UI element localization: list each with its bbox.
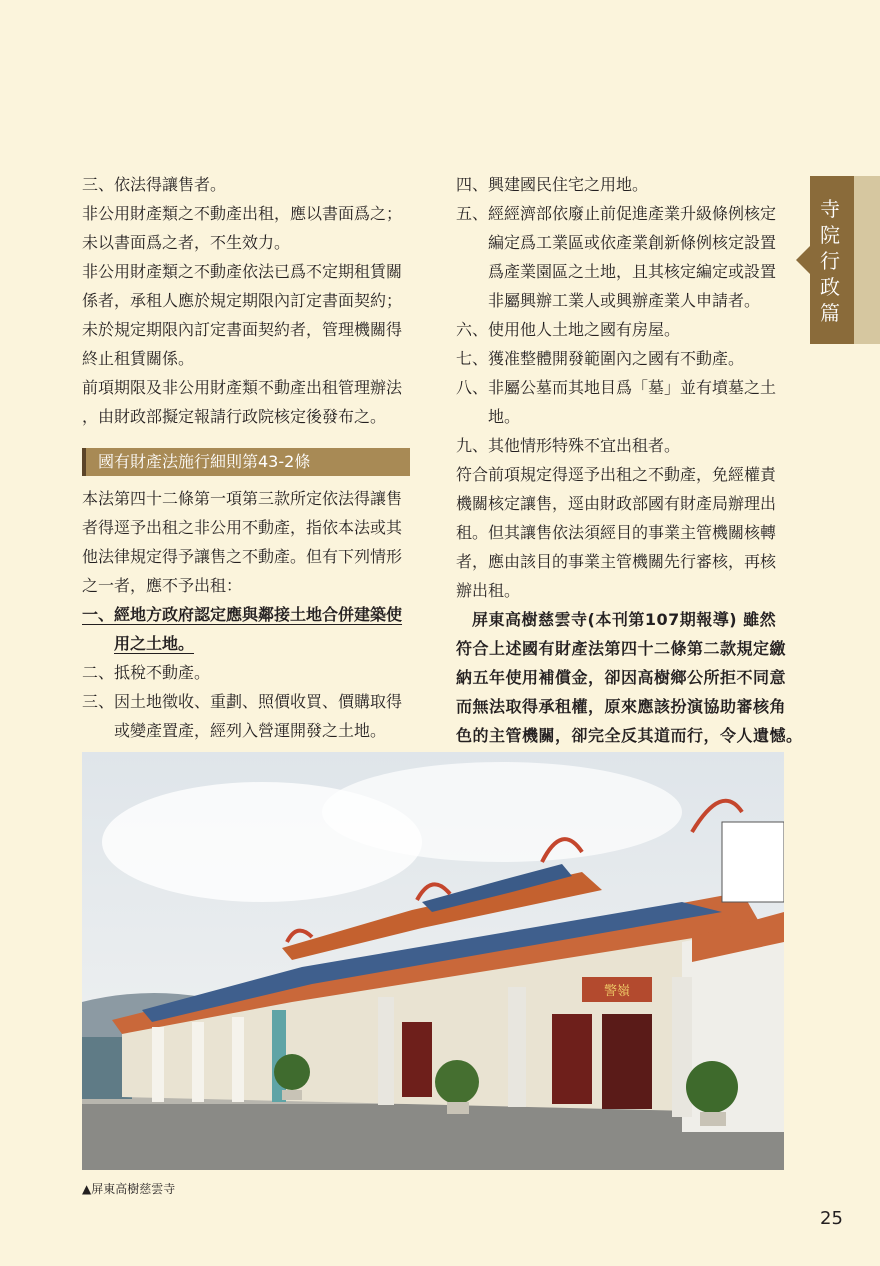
list-item-7: 七、獲准整體開發範圍內之國有不動產。 <box>456 349 745 368</box>
editor-note-line: 而無法取得承租權，原來應該扮演協助審核角 <box>456 697 787 716</box>
list-item-6: 六、使用他人土地之國有房屋。 <box>456 320 681 339</box>
photo-caption: ▲屏東高樹慈雲寺 <box>82 1182 176 1196</box>
text-line: 非公用財產類之不動產依法已爲不定期租賃關 <box>82 262 403 281</box>
right-column <box>456 170 803 750</box>
editor-note-line: 色的主管機關，卻完全反其道而行，令人遺憾。 <box>456 726 803 745</box>
list-item-3-cont: 或變產置產，經列入營運開發之土地。 <box>114 721 387 740</box>
list-item-5-cont: 爲產業園區之土地，且其核定編定或設置 <box>488 262 777 281</box>
tab-edge-strip <box>854 176 880 344</box>
list-item-1 <box>82 600 412 629</box>
text-line: 本法第四十二條第一項第三款所定依法得讓售 <box>82 489 403 508</box>
text-line: 符合前項規定得逕予出租之不動產，免經權責 <box>456 465 777 484</box>
text-line: 之一者，應不予出租： <box>82 576 243 595</box>
editor-note-line: 符合上述國有財產法第四十二條第二款規定繳 <box>456 639 787 658</box>
temple-illustration <box>82 752 784 1170</box>
emphasis-text: 用之土地。 <box>114 634 195 653</box>
section-heading: 國有財產法施行細則第43-2條 <box>82 448 410 476</box>
text-line: 租。但其讓售依法須經目的事業主管機關核轉 <box>456 523 777 542</box>
text-line: 未於規定期限內訂定書面契約者，管理機關得 <box>82 320 403 339</box>
text-line: 未以書面爲之者，不生效力。 <box>82 233 291 252</box>
list-item-8-cont: 地。 <box>488 407 521 426</box>
list-item-1-cont <box>82 629 412 658</box>
page-number: 25 <box>820 1208 843 1229</box>
text-line: 者，應由該目的事業主管機關先行審核，再核 <box>456 552 777 571</box>
list-item-2: 二、抵稅不動產。 <box>82 663 211 682</box>
text-line: 機關核定讓售，逕由財政部國有財產局辦理出 <box>456 494 777 513</box>
text-line: 三、依法得讓售者。 <box>82 175 227 194</box>
list-item-3: 三、因土地徵收、重劃、照價收買、價購取得 <box>82 692 403 711</box>
left-column <box>82 170 412 431</box>
text-line: 前項期限及非公用財產類不動產出租管理辦法 <box>82 378 403 397</box>
chapter-label: 寺 院 行 政 篇 <box>820 197 840 325</box>
tab-notch <box>796 246 810 274</box>
text-line: 者得逕予出租之非公用不動產，指依本法或其 <box>82 518 403 537</box>
left-column-lower <box>82 484 412 745</box>
list-item-5-cont: 編定爲工業區或依產業創新條例核定設置 <box>488 233 777 252</box>
text-line: 非公用財產類之不動產出租，應以書面爲之； <box>82 204 403 223</box>
list-item-5-cont: 非屬興辦工業人或興辦產業人申請者。 <box>488 291 761 310</box>
temple-photo <box>82 752 784 1170</box>
list-item-8: 八、非屬公墓而其地目爲「墓」並有墳墓之土 <box>456 378 777 397</box>
list-item-4: 四、興建國民住宅之用地。 <box>456 175 649 194</box>
text-line: 辦出租。 <box>456 581 521 600</box>
list-item-9: 九、其他情形特殊不宜出租者。 <box>456 436 681 455</box>
text-line: 係者，承租人應於規定期限內訂定書面契約； <box>82 291 403 310</box>
text-line: 他法律規定得予讓售之不動產。但有下列情形 <box>82 547 403 566</box>
text-line: 終止租賃關係。 <box>82 349 195 368</box>
text-line: ，由財政部擬定報請行政院核定後發布之。 <box>82 407 387 426</box>
editor-note-line: 納五年使用補償金，卻因高樹鄉公所拒不同意 <box>456 668 787 687</box>
chapter-side-tab <box>810 176 880 344</box>
editor-note-line: 屏東高樹慈雲寺(本刊第107期報導) 雖然 <box>472 610 777 629</box>
list-item-5: 五、經經濟部依廢止前促進產業升級條例核定 <box>456 204 777 223</box>
temple-plaque: 警嶺 <box>603 984 631 999</box>
emphasis-text: 一、經地方政府認定應與鄰接土地合併建築使 <box>82 605 403 624</box>
